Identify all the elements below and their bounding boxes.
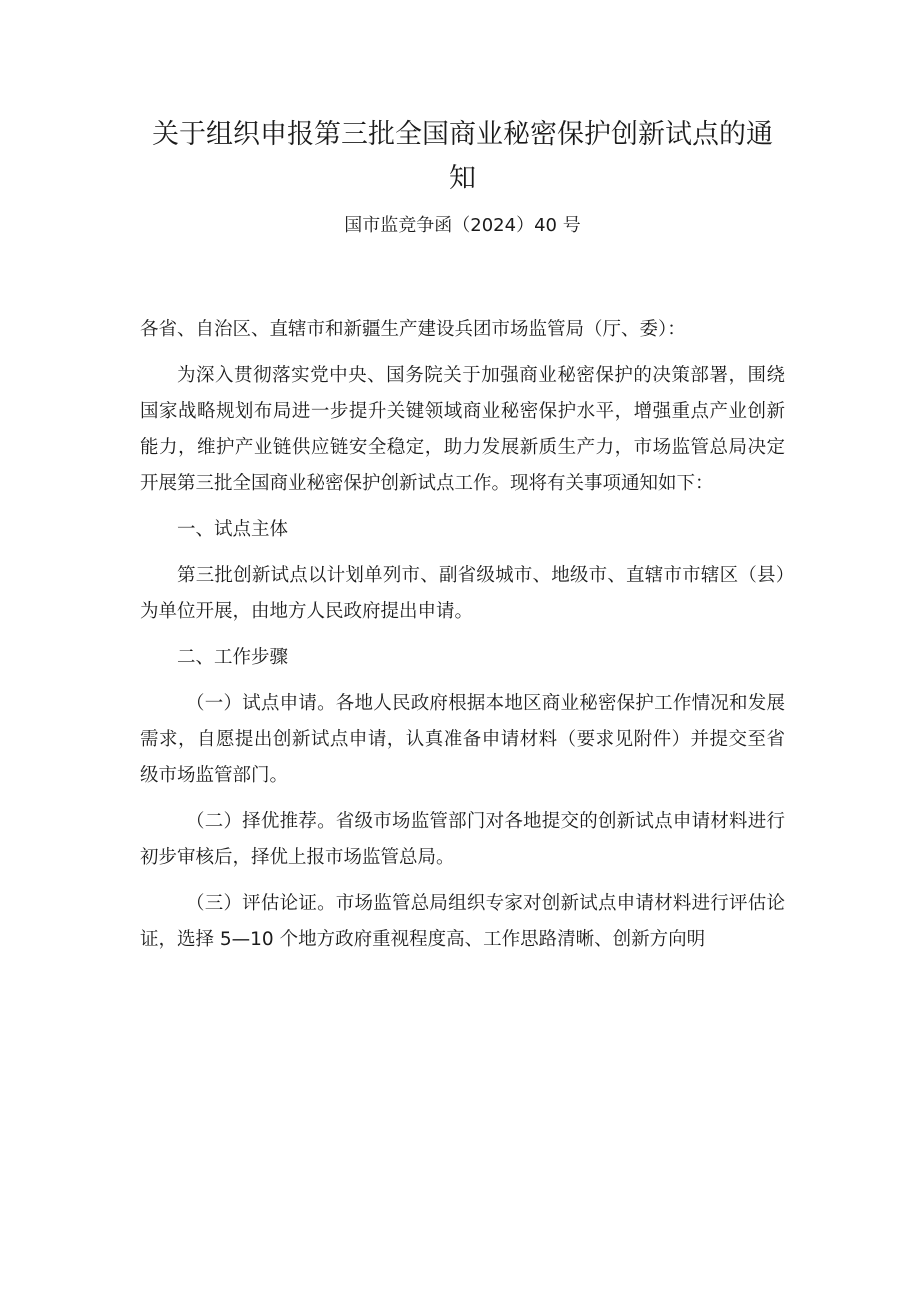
section-pilot-subject-body: 第三批创新试点以计划单列市、副省级城市、地级市、直辖市市辖区（县）为单位开展，由地方人民政府提出申请。 (140, 565, 785, 622)
document-title: 关于组织申报第三批全国商业秘密保护创新试点的通知 (152, 119, 773, 194)
step-evaluation: （三）评估论证。市场监管总局组织专家对创新试点申请材料进行评估论证，选择 5—10 个地方政府重视程度高、工作思路清晰、创新方向明 (140, 893, 785, 950)
step-selection-recommendation: （二）择优推荐。省级市场监管部门对各地提交的创新试点申请材料进行初步审核后，择优上报市场监管总局。 (140, 811, 785, 868)
section-heading-pilot-subject: 一、试点主体 (177, 519, 289, 540)
document-body (140, 312, 785, 968)
document-number: 国市监竞争函（2024）40 号 (344, 215, 581, 236)
step-pilot-application: （一）试点申请。各地人民政府根据本地区商业秘密保护工作情况和发展需求，自愿提出创新试点申请，认真准备申请材料（要求见附件）并提交至省级市场监管部门。 (140, 693, 785, 786)
intro-paragraph: 为深入贯彻落实党中央、国务院关于加强商业秘密保护的决策部署，围绕国家战略规划布局进一步提升关键领域商业秘密保护水平，增强重点产业创新能力，维护产业链供应链安全稳定，助力发展新质生产力，市场监管总局决定开展第三批全国商业秘密保护创新试点工作。现将有关事项通知如下： (140, 365, 785, 494)
section-heading-work-steps: 二、工作步骤 (177, 647, 289, 668)
salutation: 各省、自治区、直辖市和新疆生产建设兵团市场监管局（厅、委）： (140, 319, 686, 340)
